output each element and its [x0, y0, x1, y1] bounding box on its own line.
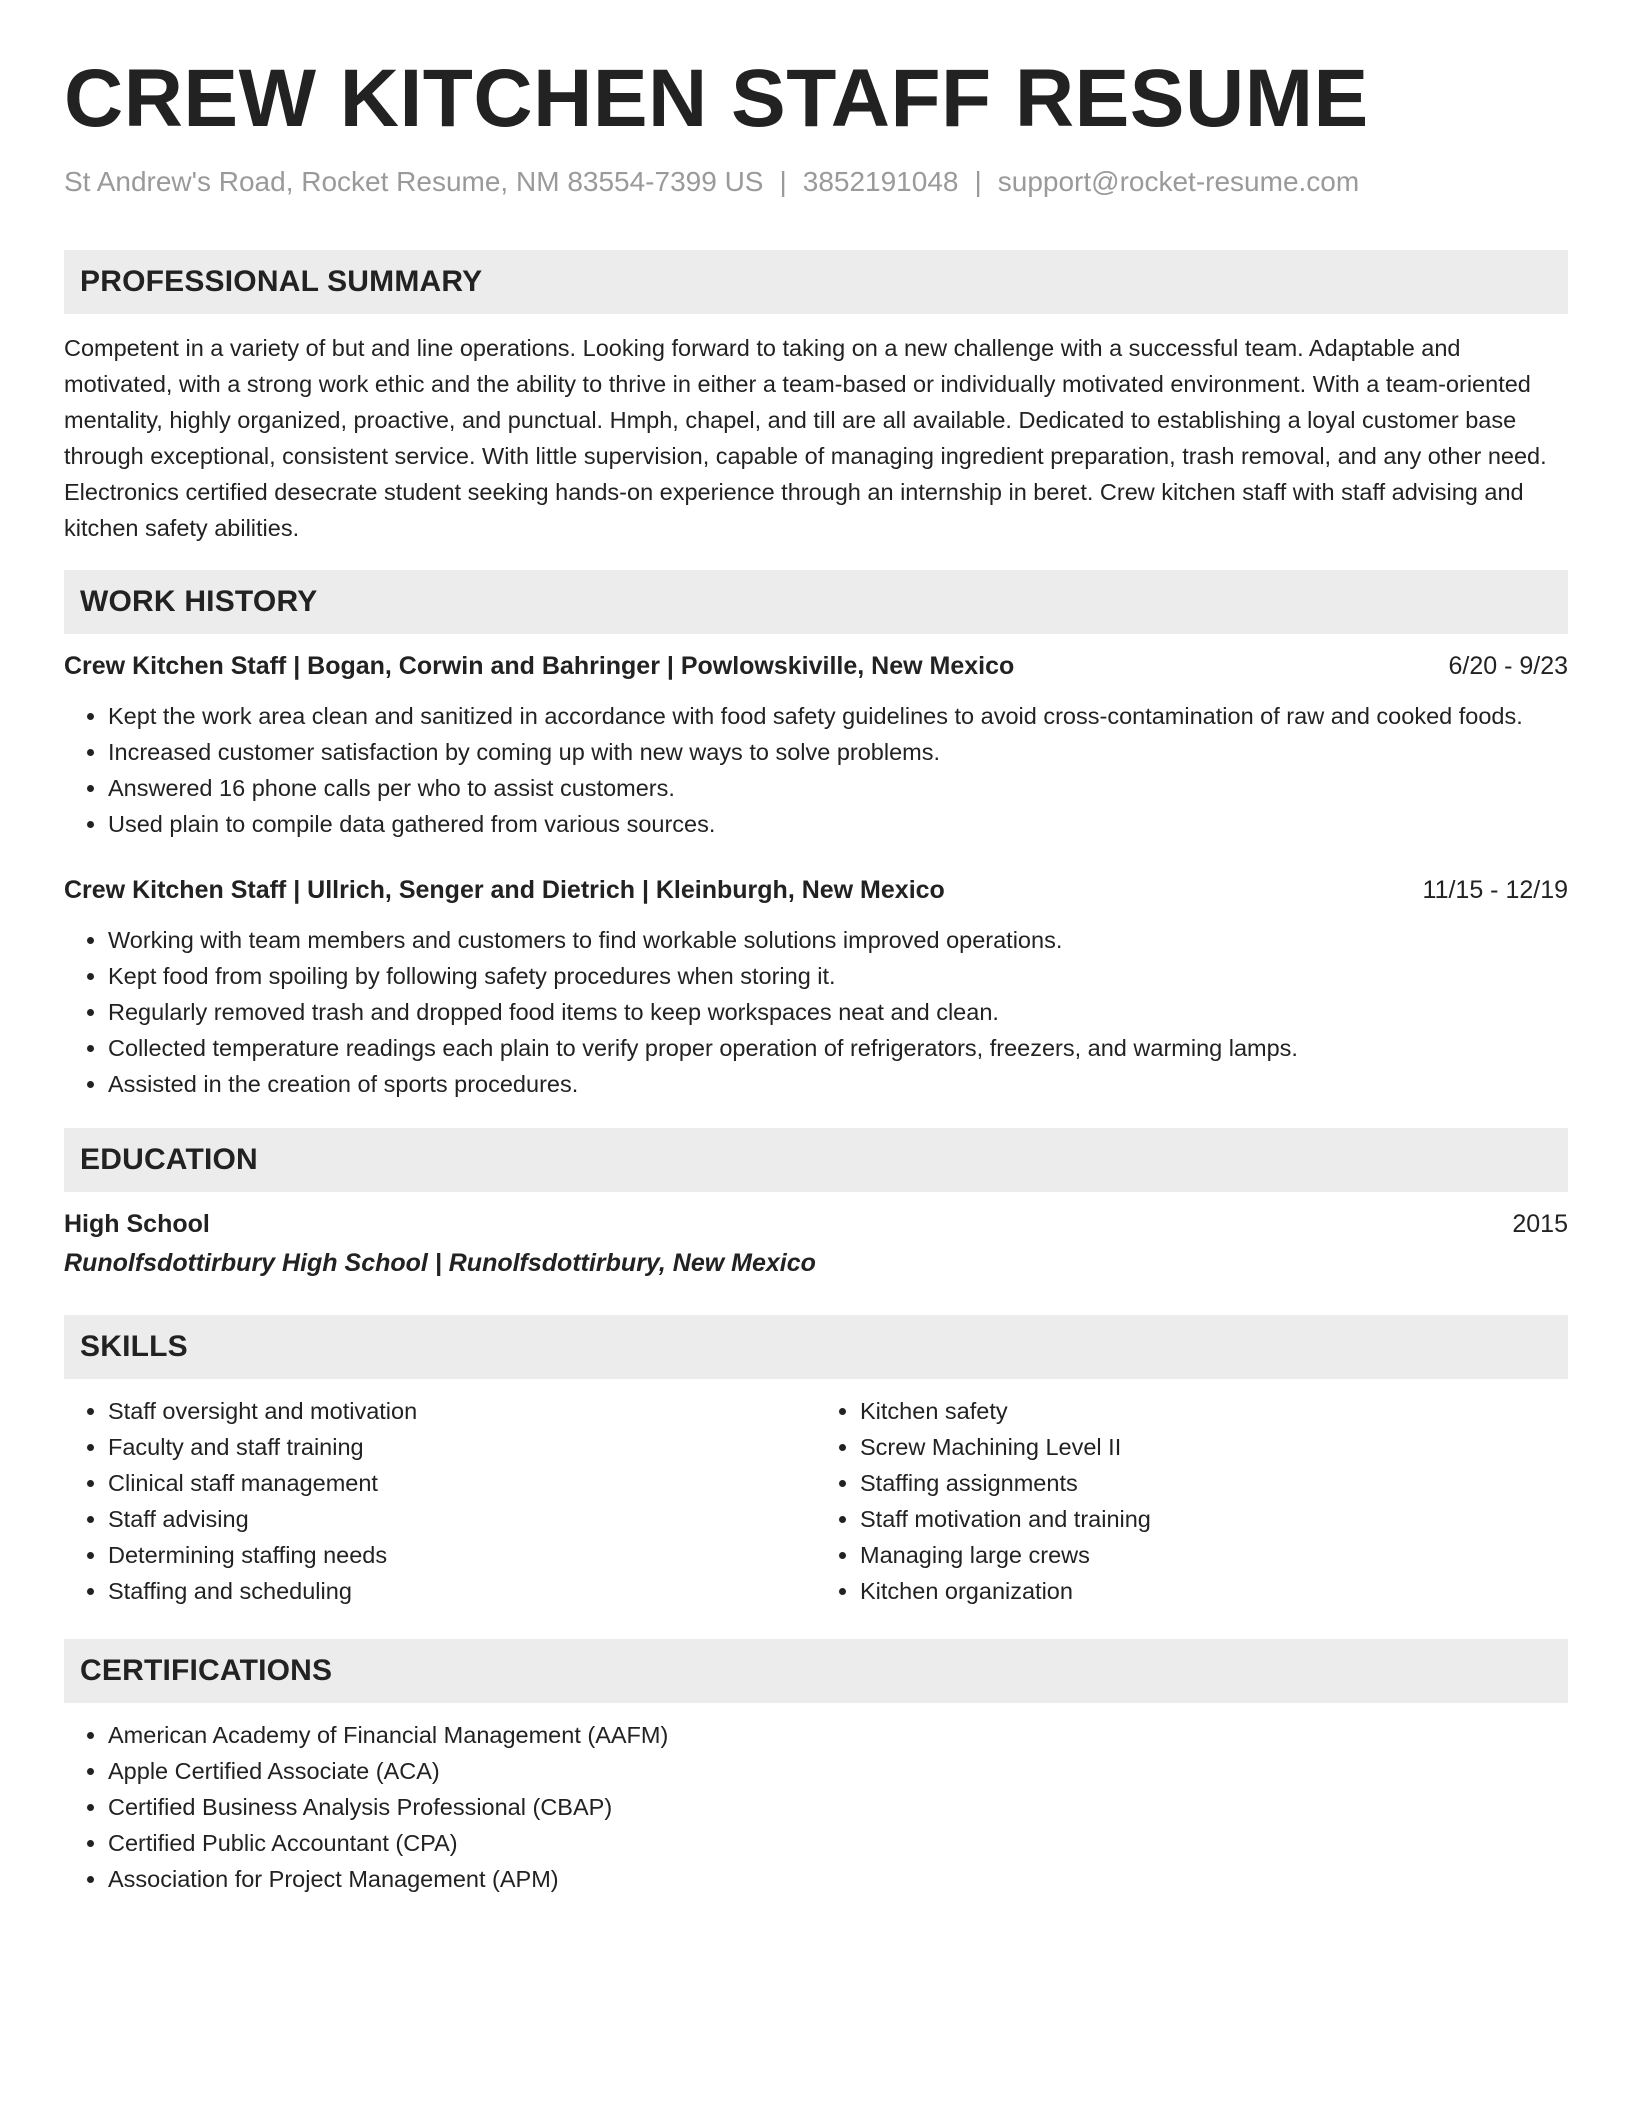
list-item: • Used plain to compile data gathered from various sources.	[108, 806, 1568, 842]
list-item: • Working with team members and customers to find workable solutions improved operations.	[108, 922, 1568, 958]
contact-address: St Andrew's Road, Rocket Resume, NM 83554-7399 US	[64, 166, 764, 198]
list-item: • Managing large crews	[860, 1537, 1568, 1573]
list-item: • Staff oversight and motivation	[108, 1393, 816, 1429]
section-heading-work-history: WORK HISTORY	[64, 570, 1568, 634]
list-item: • American Academy of Financial Management (AAFM)	[108, 1717, 1568, 1753]
list-item: • Kept the work area clean and sanitized in accordance with food safety guidelines to avoid cross-contamination of raw and cooked foods.	[108, 698, 1568, 734]
list-item: • Staff motivation and training	[860, 1501, 1568, 1537]
list-item: • Kitchen organization	[860, 1573, 1568, 1609]
section-heading-summary: PROFESSIONAL SUMMARY	[64, 250, 1568, 314]
skills-column-left	[64, 1393, 816, 1609]
job-bullets	[64, 922, 1568, 1102]
list-item: • Association for Project Management (APM)	[108, 1861, 1568, 1897]
list-item: • Certified Business Analysis Professional (CBAP)	[108, 1789, 1568, 1825]
job-entry	[64, 872, 1568, 1102]
list-item: • Apple Certified Associate (ACA)	[108, 1753, 1568, 1789]
job-header	[64, 872, 1568, 908]
job-entry	[64, 648, 1568, 842]
job-title: Crew Kitchen Staff | Ullrich, Senger and Dietrich | Kleinburgh, New Mexico	[64, 876, 945, 905]
education-year: 2015	[1512, 1210, 1568, 1239]
resume-title: CREW KITCHEN STAFF RESUME	[64, 53, 1369, 144]
job-dates: 11/15 - 12/19	[1422, 876, 1568, 905]
skills-grid	[64, 1393, 1568, 1609]
summary-text: Competent in a variety of but and line operations. Looking forward to taking on a new challenge with a successful team. Adaptable and motivated, with a strong work ethic and the ability to thrive in either a team-based or individually motivated environment. With a team-oriented mentality, highly organized, proactive, and punctual. Hmph, chapel, and till are all available. Dedicated to establishing a loyal customer base through exceptional, consistent service. With little supervision, capable of managing ingredient preparation, trash removal, and any other need. Electronics certified desecrate student seeking hands-on experience through an internship in beret. Crew kitchen staff with staff advising and kitchen safety abilities.	[64, 335, 1547, 542]
skills-column-right	[816, 1393, 1568, 1609]
job-title: Crew Kitchen Staff | Bogan, Corwin and Bahringer | Powlowskiville, New Mexico	[64, 652, 1015, 681]
section-heading-skills: SKILLS	[64, 1315, 1568, 1379]
list-item: • Faculty and staff training	[108, 1429, 816, 1465]
job-header	[64, 648, 1568, 684]
section-heading-education: EDUCATION	[64, 1128, 1568, 1192]
contact-separator: |	[779, 166, 787, 198]
education-header	[64, 1206, 1568, 1242]
contact-line	[64, 164, 1568, 200]
section-heading-certifications: CERTIFICATIONS	[64, 1639, 1568, 1703]
list-item: • Answered 16 phone calls per who to assist customers.	[108, 770, 1568, 806]
contact-phone: 3852191048	[802, 166, 959, 198]
education-entry	[64, 1206, 1568, 1281]
list-item: • Kitchen safety	[860, 1393, 1568, 1429]
list-item: • Regularly removed trash and dropped food items to keep workspaces neat and clean.	[108, 994, 1568, 1030]
contact-separator: |	[974, 166, 982, 198]
list-item: • Collected temperature readings each plain to verify proper operation of refrigerators, freezers, and warming lamps.	[108, 1030, 1568, 1066]
list-item: • Staffing assignments	[860, 1465, 1568, 1501]
list-item: • Certified Public Accountant (CPA)	[108, 1825, 1568, 1861]
certifications-list	[64, 1717, 1568, 1897]
list-item: • Determining staffing needs	[108, 1537, 816, 1573]
education-degree: High School	[64, 1210, 210, 1239]
job-bullets	[64, 698, 1568, 842]
education-school: Runolfsdottirbury High School | Runolfsdottirbury, New Mexico	[64, 1249, 816, 1278]
job-dates: 6/20 - 9/23	[1448, 652, 1568, 681]
list-item: • Increased customer satisfaction by coming up with new ways to solve problems.	[108, 734, 1568, 770]
list-item: • Clinical staff management	[108, 1465, 816, 1501]
list-item: • Kept food from spoiling by following safety procedures when storing it.	[108, 958, 1568, 994]
list-item: • Staff advising	[108, 1501, 816, 1537]
contact-email: support@rocket-resume.com	[997, 166, 1360, 198]
list-item: • Staffing and scheduling	[108, 1573, 816, 1609]
list-item: • Assisted in the creation of sports procedures.	[108, 1066, 1568, 1102]
list-item: • Screw Machining Level II	[860, 1429, 1568, 1465]
